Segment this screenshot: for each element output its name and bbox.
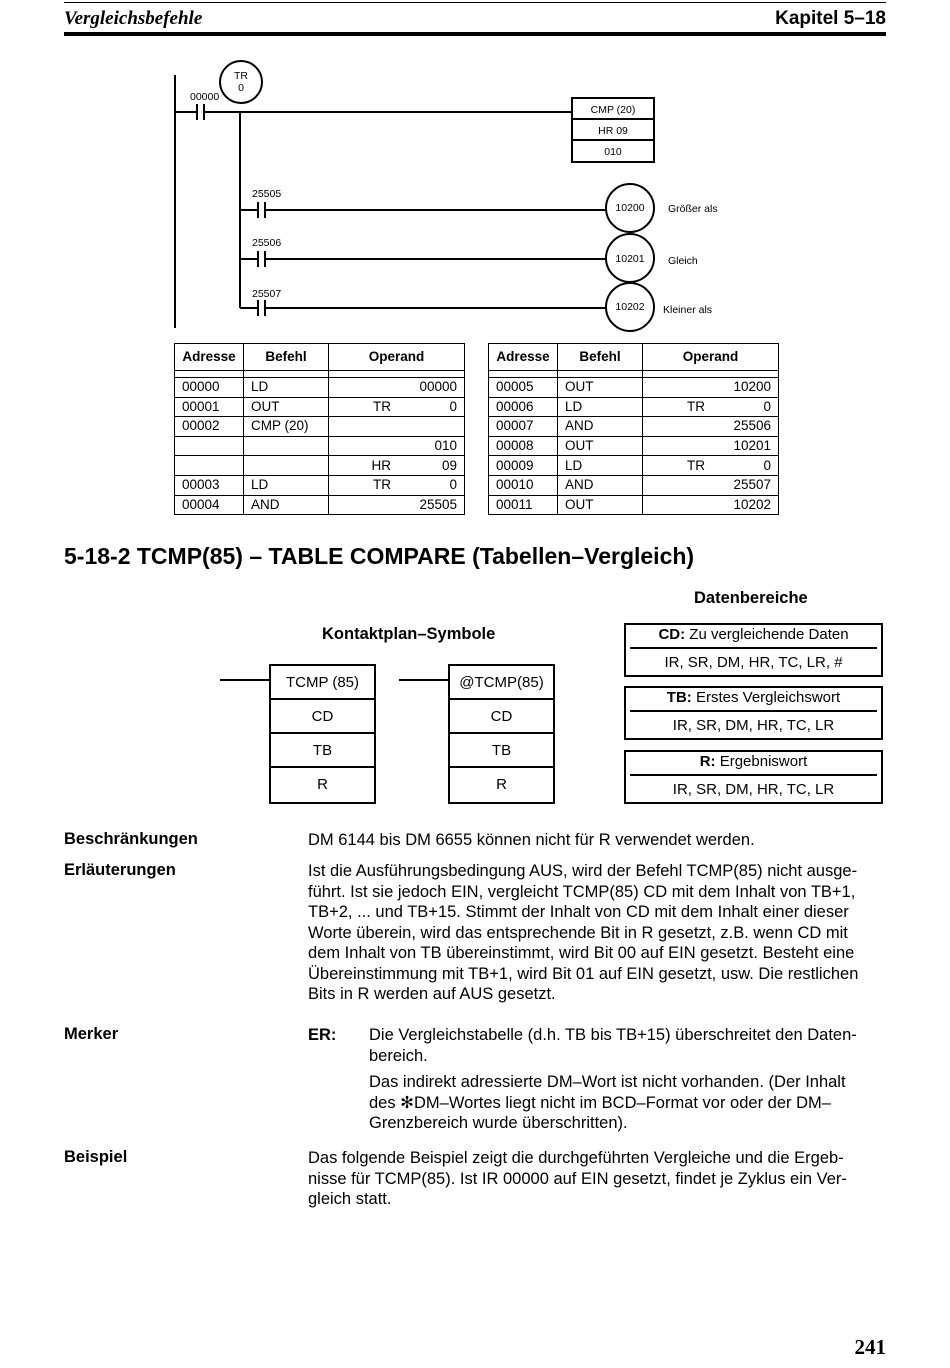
table-row	[175, 397, 465, 417]
explanations-line: Worte überein, wird das entsprechende Bit in R gesetzt, z.B. wenn CD mit	[308, 923, 848, 942]
explanations-line: Bits in R werden auf AUS gesetzt.	[308, 985, 556, 1003]
cell-operand-prefix: TR	[643, 397, 713, 417]
cell-operand-prefix: TR	[643, 456, 713, 476]
instruction-table-right	[488, 343, 779, 515]
cell-address: 00011	[489, 495, 558, 515]
explanations-line: führt. Ist sie jedoch EIN, vergleicht TCMP(85) CD mit dem Inhalt von TB+1,	[308, 882, 856, 901]
example-line: nisse für TCMP(85). Ist IR 00000 auf EIN gesetzt, findet je Zyklus ein Ver-	[308, 1169, 847, 1188]
cmp-box-line-1: CMP (20)	[590, 104, 636, 116]
table-row	[175, 436, 465, 456]
contact-2-address: 25506	[252, 237, 282, 249]
flags-line: des ✻DM–Wortes liegt nicht im BCD–Format vor oder der DM–	[369, 1093, 831, 1112]
cell-operand-prefix	[643, 436, 713, 456]
tr-number: 0	[238, 82, 244, 94]
cell-instruction: AND	[244, 495, 329, 515]
symbol-1-name: TCMP (85)	[271, 666, 374, 700]
example-label: Beispiel	[64, 1148, 128, 1166]
restrictions-label: Beschränkungen	[64, 830, 198, 848]
cell-instruction	[244, 456, 329, 476]
input-address: 00000	[190, 91, 220, 103]
cell-operand: 10201	[712, 436, 779, 456]
explanations-line: dem Inhalt von TB übereinstimmt, wird Bit 00 auf EIN gesetzt. Besteht eine	[308, 944, 855, 962]
cell-address: 00002	[175, 417, 244, 437]
chapter-title: Vergleichsbefehle	[64, 8, 203, 29]
data-area-cd-desc: Zu vergleichende Daten	[685, 626, 849, 643]
symbol-1-input-line	[220, 679, 270, 681]
data-area-cd	[624, 623, 883, 677]
col-header-operand: Operand	[643, 344, 779, 371]
coil-1-address: 10200	[615, 202, 645, 214]
table-row	[175, 495, 465, 515]
table-row	[489, 475, 779, 495]
cell-operand: 10200	[712, 378, 779, 398]
cell-operand: 0	[398, 397, 465, 417]
section-title: 5-18-2 TCMP(85) – TABLE COMPARE (Tabellen–Vergleich)	[64, 543, 695, 569]
cell-instruction: OUT	[558, 378, 643, 398]
cell-address: 00009	[489, 456, 558, 476]
table-row	[489, 417, 779, 437]
table-row	[175, 475, 465, 495]
flags-er-text-1	[369, 1025, 889, 1066]
col-header-instruction: Befehl	[244, 344, 329, 371]
symbol-2-operand-cd: CD	[450, 700, 553, 734]
cell-operand: 25505	[398, 495, 465, 515]
symbol-1-operand-tb: TB	[271, 734, 374, 768]
coil-2-address: 10201	[615, 253, 645, 265]
coil-1-note: Größer als	[668, 203, 718, 215]
cell-instruction: AND	[558, 475, 643, 495]
data-area-r	[624, 750, 883, 804]
cell-operand: 00000	[398, 378, 465, 398]
table-row	[489, 378, 779, 398]
coil-3-note: Kleiner als	[663, 304, 713, 316]
cell-instruction: OUT	[244, 397, 329, 417]
cell-address	[175, 436, 244, 456]
symbol-1-operand-r: R	[317, 776, 328, 793]
cell-instruction: OUT	[558, 495, 643, 515]
cell-operand: 25507	[712, 475, 779, 495]
contact-3-address: 25507	[252, 288, 282, 300]
table-row	[175, 378, 465, 398]
cell-operand-prefix	[329, 495, 399, 515]
explanations-text	[308, 861, 888, 1005]
chapter-number: Kapitel 5–18	[775, 8, 886, 29]
cell-operand: 010	[398, 436, 465, 456]
table-row	[489, 495, 779, 515]
example-line: gleich statt.	[308, 1190, 392, 1208]
cell-address: 00004	[175, 495, 244, 515]
table-row	[489, 397, 779, 417]
cell-address	[175, 456, 244, 476]
data-area-r-key: R:	[699, 753, 716, 770]
table-row	[175, 417, 465, 437]
flags-line: Grenzbereich wurde überschritten).	[369, 1114, 628, 1132]
flags-label: Merker	[64, 1025, 119, 1043]
cell-operand: 09	[398, 456, 465, 476]
flags-line: bereich.	[369, 1046, 428, 1065]
symbol-1-operand-cd: CD	[271, 700, 374, 734]
data-area-tb	[624, 686, 883, 740]
col-header-instruction: Befehl	[558, 344, 643, 371]
table-row	[489, 456, 779, 476]
cell-instruction	[244, 436, 329, 456]
cell-operand-prefix	[643, 417, 713, 437]
cell-operand-prefix: TR	[329, 475, 399, 495]
cmp-box-line-2: HR 09	[598, 125, 628, 137]
page-number: 241	[854, 1335, 886, 1359]
example-text	[308, 1148, 888, 1210]
cell-operand: 10202	[712, 495, 779, 515]
contact-1-address: 25505	[252, 188, 282, 200]
cell-instruction: LD	[558, 397, 643, 417]
cell-instruction: AND	[558, 417, 643, 437]
explanations-line: Ist die Ausführungsbedingung AUS, wird der Befehl TCMP(85) nicht ausge-	[308, 862, 858, 880]
col-header-operand: Operand	[329, 344, 465, 371]
cell-operand-prefix	[643, 378, 713, 398]
cell-operand-prefix	[329, 417, 399, 437]
cell-address: 00007	[489, 417, 558, 437]
cell-instruction: LD	[558, 456, 643, 476]
data-area-tb-key: TB:	[666, 689, 692, 706]
col-header-address: Adresse	[175, 344, 244, 371]
cell-instruction: OUT	[558, 436, 643, 456]
flags-line: Das indirekt adressierte DM–Wort ist nicht vorhanden. (Der Inhalt	[369, 1073, 846, 1091]
cell-operand: 0	[398, 475, 465, 495]
cell-address: 00006	[489, 397, 558, 417]
cell-operand-prefix	[329, 378, 399, 398]
flags-er-key: ER:	[308, 1026, 337, 1044]
data-area-r-values: IR, SR, DM, HR, TC, LR	[672, 781, 835, 798]
cell-instruction: CMP (20)	[244, 417, 329, 437]
cell-address: 00001	[175, 397, 244, 417]
explanations-label: Erläuterungen	[64, 861, 176, 879]
coil-2-note: Gleich	[668, 255, 698, 267]
data-area-tb-desc: Erstes Vergleichswort	[691, 689, 841, 706]
cell-address: 00005	[489, 378, 558, 398]
cell-address: 00010	[489, 475, 558, 495]
col-header-address: Adresse	[489, 344, 558, 371]
coil-3-address: 10202	[615, 301, 645, 313]
cell-operand-prefix	[643, 495, 713, 515]
explanations-line: Übereinstimmung mit TB+1, wird Bit 01 auf EIN gesetzt, usw. Die restlichen	[308, 964, 859, 983]
cell-operand-prefix	[643, 475, 713, 495]
data-area-tb-values: IR, SR, DM, HR, TC, LR	[672, 717, 835, 734]
flags-line: Die Vergleichstabelle (d.h. TB bis TB+15) überschreitet den Daten-	[369, 1026, 857, 1044]
cell-address: 00008	[489, 436, 558, 456]
cell-address: 00000	[175, 378, 244, 398]
cell-operand: 0	[712, 397, 779, 417]
table-row	[489, 436, 779, 456]
cell-operand	[398, 417, 465, 437]
ladder-symbols-title: Kontaktplan–Symbole	[322, 625, 496, 643]
cell-instruction: LD	[244, 475, 329, 495]
data-area-cd-key: CD:	[658, 626, 686, 643]
tr-label: TR	[234, 70, 248, 82]
cell-address: 00003	[175, 475, 244, 495]
explanations-line: TB+2, ... und TB+15. Stimmt der Inhalt von CD mit dem Inhalt einer dieser	[308, 903, 849, 921]
flags-er-text-2	[369, 1072, 889, 1134]
symbol-2-operand-tb: TB	[450, 734, 553, 768]
data-areas-title: Datenbereiche	[694, 589, 808, 607]
data-area-r-desc: Ergebniswort	[715, 753, 808, 770]
ladder-diagram	[0, 0, 950, 340]
instruction-table-left	[174, 343, 465, 515]
cell-operand-prefix	[329, 436, 399, 456]
tcmp-differentiated-symbol-box	[448, 664, 555, 804]
tcmp-symbol-box	[269, 664, 376, 804]
cmp-box-line-3: 010	[604, 146, 622, 158]
cell-operand-prefix: HR	[329, 456, 399, 476]
example-line: Das folgende Beispiel zeigt die durchgeführten Vergleiche und die Ergeb-	[308, 1149, 844, 1167]
symbol-2-name: @TCMP(85)	[450, 666, 553, 700]
table-row	[175, 456, 465, 476]
cell-operand: 0	[712, 456, 779, 476]
data-area-cd-values: IR, SR, DM, HR, TC, LR, #	[664, 654, 843, 671]
symbol-2-operand-r: R	[496, 776, 507, 793]
cell-instruction: LD	[244, 378, 329, 398]
restrictions-text: DM 6144 bis DM 6655 können nicht für R verwendet werden.	[308, 831, 755, 849]
symbol-2-input-line	[399, 679, 449, 681]
cell-operand-prefix: TR	[329, 397, 399, 417]
cell-operand: 25506	[712, 417, 779, 437]
